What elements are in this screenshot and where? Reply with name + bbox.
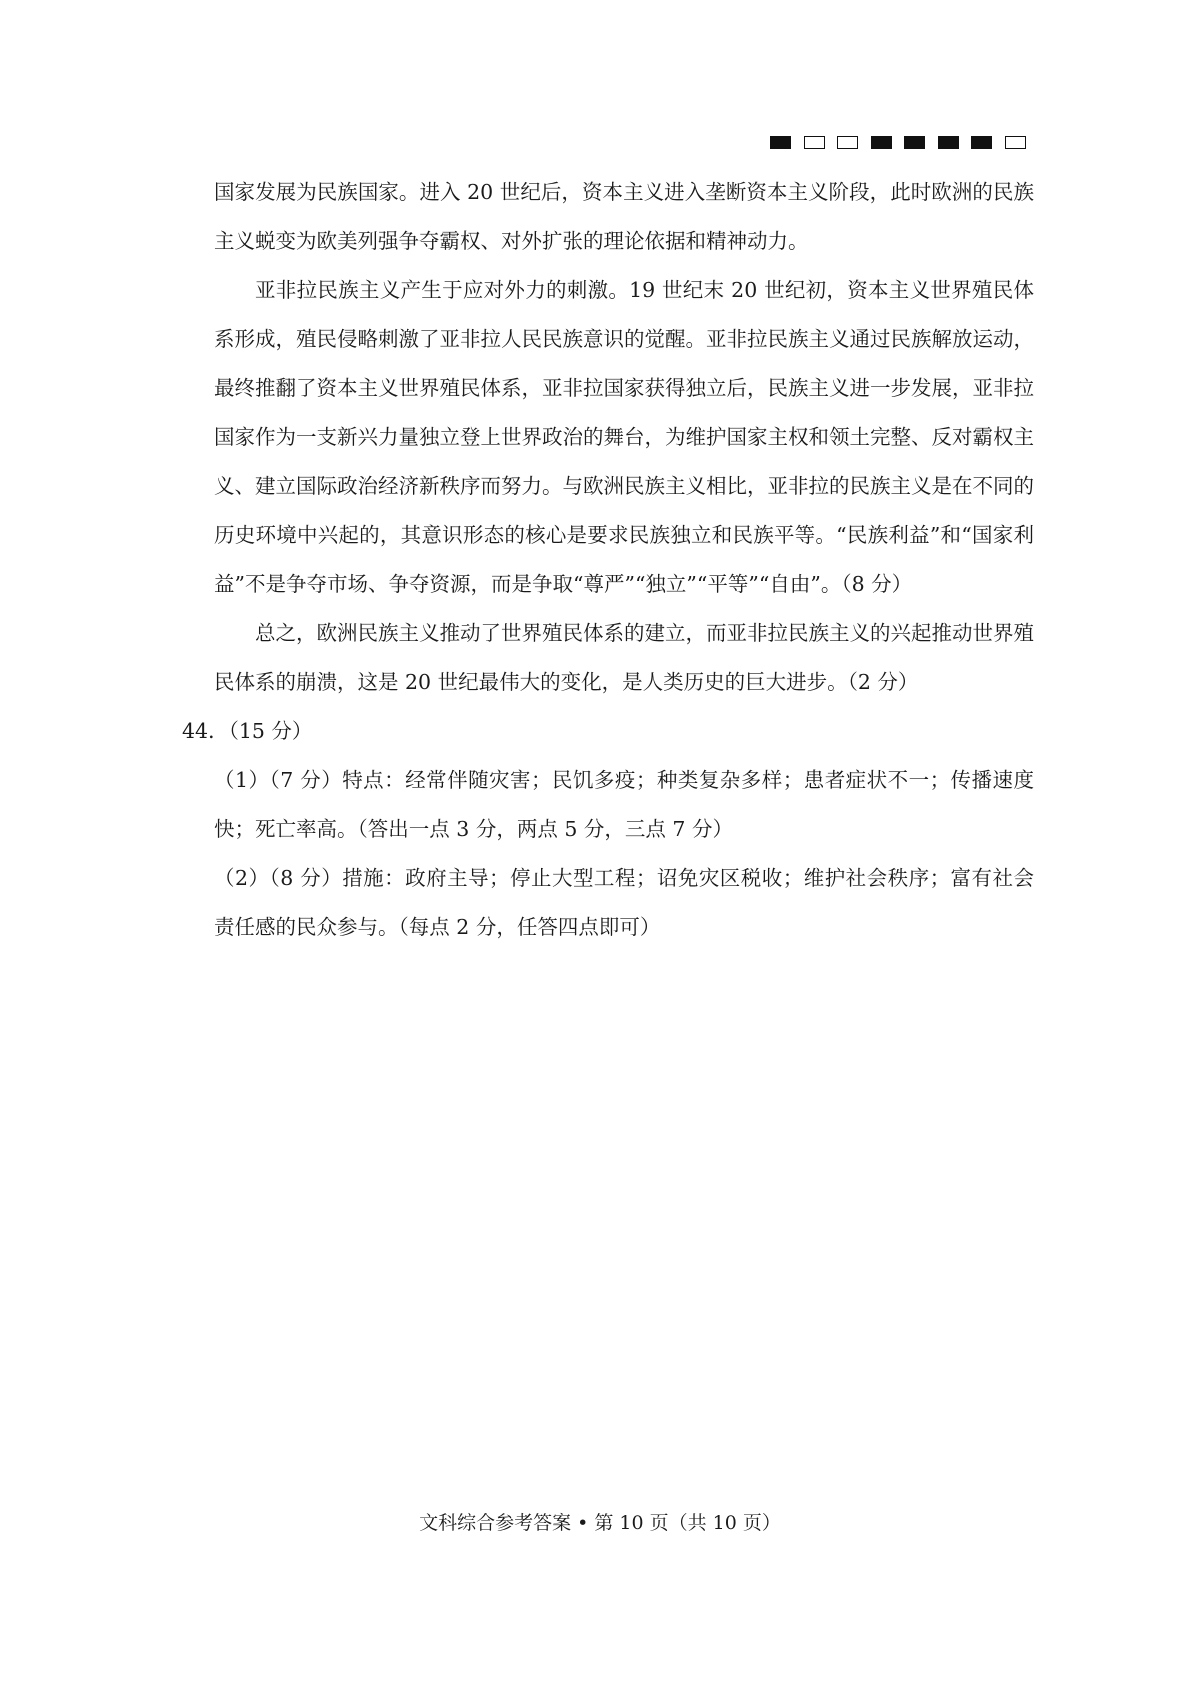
answer-body [182,168,1034,952]
marker-empty [1005,136,1026,149]
marker-filled [904,136,925,149]
question-44-part-1: （1）（7 分）特点：经常伴随灾害；民饥多疫；种类复杂多样；患者症状不一；传播速度快；死亡率高。（答出一点 3 分，两点 5 分，三点 7 分） [214,768,1034,841]
paragraph-afro-asian-latin-nationalism: 亚非拉民族主义产生于应对外力的刺激。19 世纪末 20 世纪初，资本主义世界殖民体系形成，殖民侵略刺激了亚非拉人民民族意识的觉醒。亚非拉民族主义通过民族解放运动，最终推翻了资本主义世界殖民体系，亚非拉国家获得独立后，民族主义进一步发展，亚非拉国家作为一支新兴力量独立登上世界政治的舞台，为维护国家主权和领土完整、反对霸权主义、建立国际政治经济新秩序而努力。与欧洲民族主义相比，亚非拉的民族主义是在不同的历史环境中兴起的，其意识形态的核心是要求民族独立和民族平等。“民族利益”和“国家利益”不是争夺市场、争夺资源，而是争取“尊严”“独立”“平等”“自由”。（8 分） [214,278,1034,596]
paragraph-europe-nationalism: 国家发展为民族国家。进入 20 世纪后，资本主义进入垄断资本主义阶段，此时欧洲的民族主义蜕变为欧美列强争夺霸权、对外扩张的理论依据和精神动力。 [214,180,1034,253]
page-footer: 文科综合参考答案 • 第 10 页（共 10 页） [419,1512,781,1534]
marker-filled [770,136,791,149]
paragraph-conclusion: 总之，欧洲民族主义推动了世界殖民体系的建立，而亚非拉民族主义的兴起推动世界殖民体系的崩溃，这是 20 世纪最伟大的变化，是人类历史的巨大进步。（2 分） [214,621,1034,694]
marker-empty [837,136,858,149]
corner-marker-strip [770,136,1038,149]
marker-filled [971,136,992,149]
question-44-part-2: （2）（8 分）措施：政府主导；停止大型工程；诏免灾区税收；维护社会秩序；富有社会责任感的民众参与。（每点 2 分，任答四点即可） [214,866,1034,939]
question-44-heading: 44．（15 分） [182,719,313,743]
marker-filled [871,136,892,149]
marker-filled [938,136,959,149]
marker-empty [804,136,825,149]
